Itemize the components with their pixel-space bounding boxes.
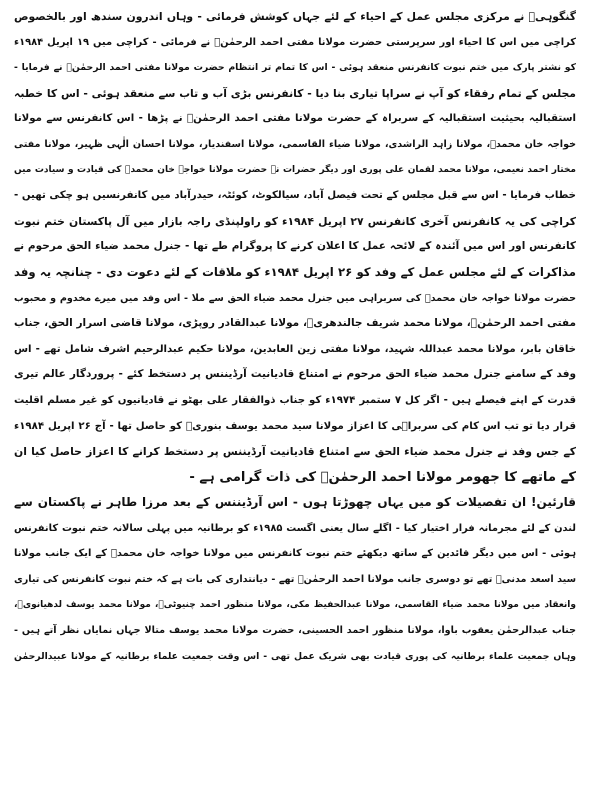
text-line: ہوئی - اس میں دیگر قائدین کے ساتھ دیکھئے ختم نبوت کانفرنس میں مولانا خواجہ خان محمدؒ کے ایک جانب مولانا xyxy=(14,548,576,560)
text-line: کراچی کی یہ کانفرنس آخری کانفرنس ۲۷ اپریل ۱۹۸۴ء کو راولپنڈی راجہ بازار میں آل پاکستان ختم نبوت xyxy=(14,214,576,228)
text-line: خطاب فرمایا - اس سے قبل مجلس کے تحت فیصل آباد، سیالکوٹ، کوئٹہ، حیدرآباد میں کانفرنسیں ہو چکی تھیں - xyxy=(14,190,576,202)
text-line: قدرت کے اپنے فیصلے ہیں - اگر کل ۷ ستمبر ۱۹۷۴ء کو جناب ذوالفقار علی بھٹو نے قادیانیوں کو غیر مسلم اقلیت xyxy=(14,394,576,406)
text-line: کانفرنس اور اس میں آئندہ کے لائحہ عمل کا اعلان کرنے کا پروگرام طے تھا - جنرل محمد ضیاء الحق مرحوم نے xyxy=(14,240,576,253)
text-line: سید اسعد مدنیؒ تھے تو دوسری جانب مولانا احمد الرحمٰنؒ تھے - دیانتداری کی بات ہے کہ ختم نبوت کانفرنس کی تیاری xyxy=(14,574,576,586)
text-line: وہاں جمعیت علماء برطانیہ کی پوری قیادت بھی شریک عمل تھی - اس وقت جمعیت علماء برطانیہ کے مولانا عبیدالرحمٰن xyxy=(14,650,576,662)
text-line: وفد کے سامنے جنرل محمد ضیاء الحق مرحوم نے امتناع قادیانیت آرڈیننس پر دستخط کئے - پروردگار عالم تیری xyxy=(14,368,576,381)
text-line: لندن کے لئے مجرمانہ فرار اختیار کیا - اگلے سال یعنی اگست ۱۹۸۵ء کو برطانیہ میں پہلی سالانہ ختم نبوت کانفرنس xyxy=(14,522,576,534)
text-line: کے ماتھے کا جھومر مولانا احمد الرحمٰنؒ کی ذات گرامی ہے - xyxy=(189,469,576,485)
text-line: خواجہ خان محمدؒ، مولانا زاہد الراشدی، مولانا ضیاء القاسمی، مولانا اسفندیار، مولانا احسان الٰہی ظہیر، مولانا مفتی xyxy=(14,138,576,150)
paragraph-2 xyxy=(14,490,576,669)
text-line: حضرت مولانا خواجہ خان محمدؒ کی سربراہی میں جنرل محمد ضیاء الحق سے ملا - اس وفد میں میرے مخدوم و محبوب xyxy=(14,292,576,304)
text-line: استقبالیہ بحیثیت استقبالیہ کے سربراہ کے حضرت مولانا مفتی احمد الرحمٰنؒ نے پڑھا - اس کانفرنس سے مولانا xyxy=(14,113,576,125)
text-line: گنگوہیؒ نے مرکزی مجلس عمل کے احیاء کے لئے جہاں کوشش فرمائی - وہاں اندرون سندھ اور بالخصوص xyxy=(14,10,576,23)
text-line: مجلس کے تمام رفقاء کو آپ نے سراپا تیاری بنا دیا - کانفرنس بڑی آب و تاب سے منعقد ہوئی - اس کا خطبہ xyxy=(14,86,576,100)
paragraph-1 xyxy=(14,4,576,490)
text-line: کو نشتر پارک میں ختم نبوت کانفرنس منعقد ہوئی - اس کا تمام تر انتظام حضرت مولانا مفتی احمد الرحمٰنؒ نے فرمایا - xyxy=(14,62,576,74)
text-line: کے جس وفد نے جنرل محمد ضیاء الحق سے امتناع قادیانیت آرڈیننس پر دستخط کرانے کا اعزاز حاصل کیا ان xyxy=(14,445,576,459)
text-line: کراچی میں اس کا احیاء اور سرپرستی حضرت مولانا مفتی احمد الرحمٰنؒ نے فرمائی - کراچی میں ۱۹ اپریل ۱۹۸۴ء xyxy=(14,36,576,48)
text-line: وانعقاد میں مولانا محمد ضیاء القاسمی، مولانا عبدالحفیظ مکی، مولانا منظور احمد چنیوٹیؒ، مولانا محمد یوسف لدھیانویؒ، xyxy=(14,599,576,610)
text-line: مختار احمد نعیمی، مولانا محمد لقمان علی پوری اور دیگر حضرات نے حضرت مولانا خواجہ خان محمدؒ کی قیادت و سیادت میں xyxy=(14,164,576,175)
text-line: قارئین! ان تفصیلات کو میں یہاں چھوڑتا ہوں - اس آرڈیننس کے بعد مرزا طاہر نے پاکستان سے xyxy=(14,495,576,510)
text-line: مفتی احمد الرحمٰنؒ، مولانا محمد شریف جالندھریؒ، مولانا عبدالقادر روپڑی، مولانا قاضی اسرار الحق، جناب xyxy=(14,317,576,330)
text-line: جناب عبدالرحمٰن یعقوب باوا، مولانا منظور احمد الحسینی، حضرت مولانا محمد یوسف متالا جہاں نمایاں نظر آتے ہیں - xyxy=(14,625,576,637)
text-line: مذاکرات کے لئے مجلس عمل کے وفد کو ۲۶ اپریل ۱۹۸۴ء کو ملاقات کے لئے دعوت دی - چنانچہ یہ وفد xyxy=(14,264,576,279)
text-line: قرار دیا تو تب اس کام کی سربراہی کا اعزاز مولانا سید محمد یوسف بنوریؒ کو حاصل تھا - آج ۲۶ اپریل ۱۹۸۴ء xyxy=(14,420,576,432)
text-line: خاقان بابر، مولانا محمد عبداللہ شہید، مولانا مفتی زین العابدین، مولانا حکیم عبدالرحیم اشرف شامل تھے - اس xyxy=(14,343,576,355)
